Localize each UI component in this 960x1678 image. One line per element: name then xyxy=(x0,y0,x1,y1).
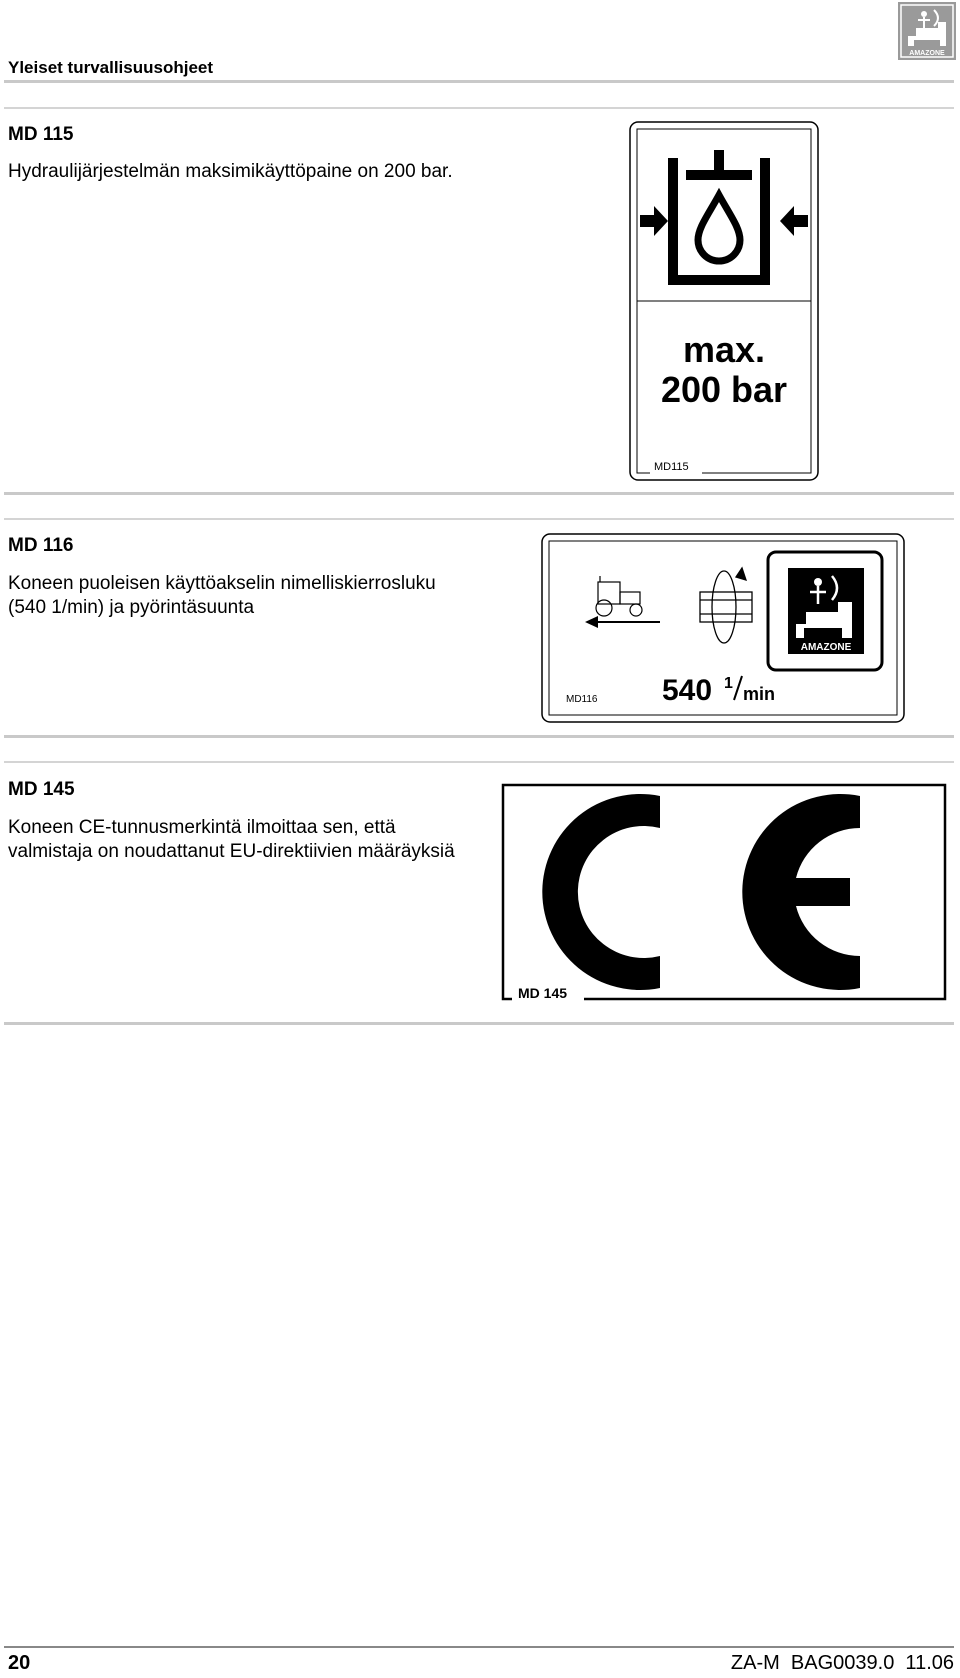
md145-ce-label xyxy=(500,782,948,1004)
md115-label-tag: MD115 xyxy=(654,461,689,473)
section-md116-description: Koneen puoleisen käyttöakselin nimelliskierrosluku (540 1/min) ja pyörintäsuunta xyxy=(8,573,436,618)
md115-label-line1: max. xyxy=(682,329,766,370)
amazone-brand-icon xyxy=(788,568,864,654)
logo-text: AMAZONE xyxy=(909,50,945,57)
section-md116-code: MD 116 xyxy=(8,535,74,556)
section-divider xyxy=(4,761,954,763)
section-divider xyxy=(4,492,954,495)
md115-warning-label xyxy=(628,120,820,482)
md116-brand-text: AMAZONE xyxy=(800,642,852,653)
document-code: ZA-M BAG0039.0 11.06 xyxy=(730,1652,954,1674)
section-md115-description: Hydraulijärjestelmän maksimikäyttöpaine on 200 bar. xyxy=(8,161,453,182)
page-number: 20 xyxy=(8,1652,31,1674)
md115-label-line2: 200 bar xyxy=(660,369,788,410)
header-rule xyxy=(4,80,954,83)
md145-label-tag: MD 145 xyxy=(518,985,568,1001)
amazone-logo xyxy=(898,2,956,60)
md116-speed-value: 540 xyxy=(662,674,713,707)
section-md115-code: MD 115 xyxy=(8,124,74,145)
md116-label-tag: MD116 xyxy=(566,694,598,705)
md116-unit-numerator: 1 xyxy=(724,675,733,692)
section-divider xyxy=(4,518,954,520)
section-md145-code: MD 145 xyxy=(8,779,75,800)
footer-rule xyxy=(4,1646,954,1648)
md116-unit-denominator: min xyxy=(743,684,776,704)
section-divider xyxy=(4,1022,954,1025)
md116-warning-label xyxy=(540,532,906,724)
section-md145-description: Koneen CE-tunnusmerkintä ilmoittaa sen, että valmistaja on noudattanut EU-direktiivien määräyksiä xyxy=(8,817,455,862)
section-divider xyxy=(4,735,954,738)
page-header-title: Yleiset turvallisuusohjeet xyxy=(8,58,214,77)
section-divider xyxy=(4,107,954,109)
